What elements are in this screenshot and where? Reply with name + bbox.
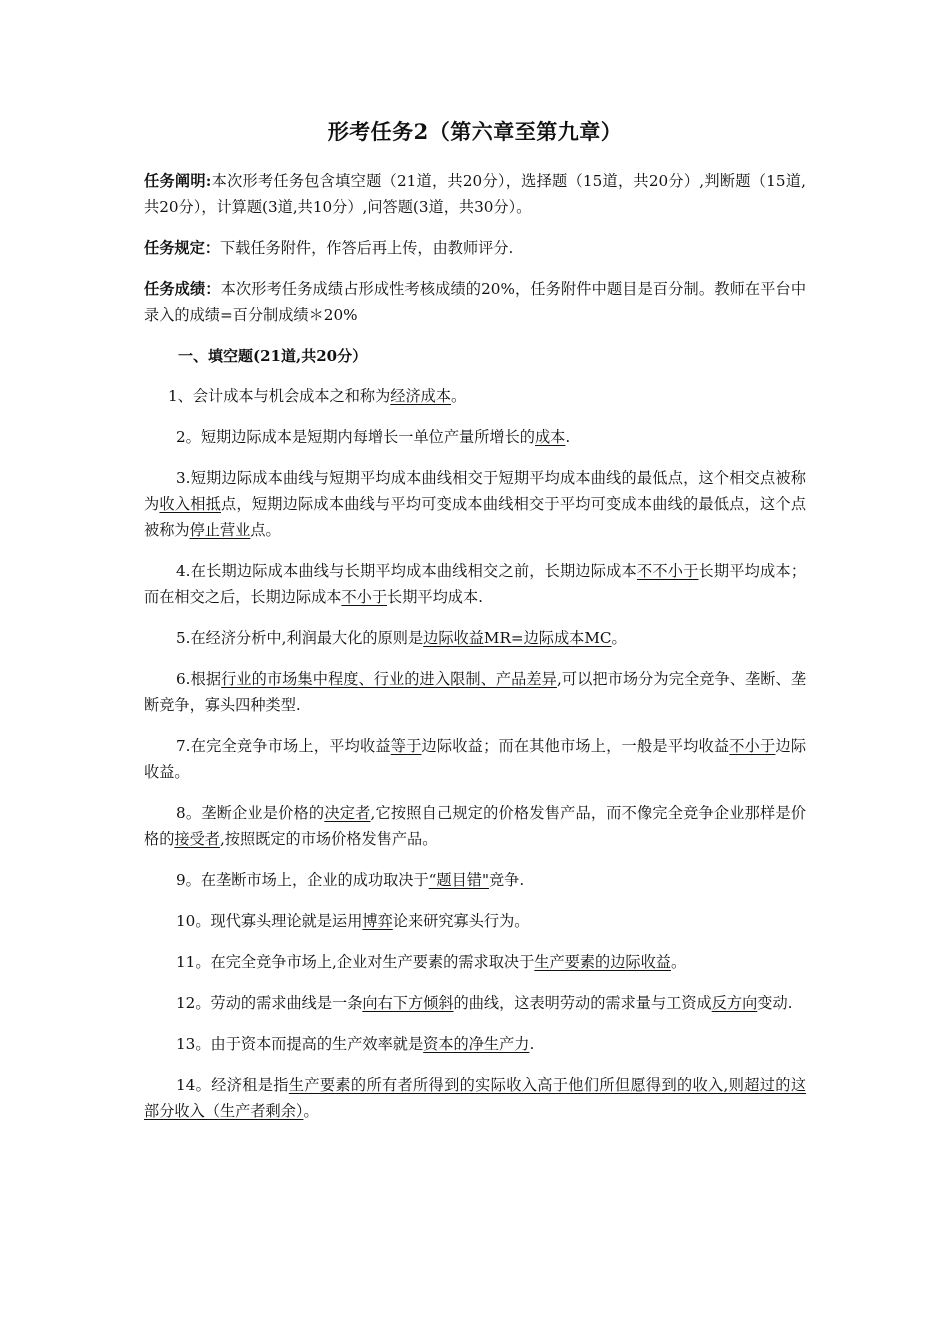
question-text: 边际收益；而在其他市场上，一般是平均收益: [421, 737, 730, 755]
answer-blank: 生产要素的所有者所得到的实际收入高于他们所但愿得到的收入,则超过的这部分收入（生产者剩余）: [144, 1076, 807, 1120]
document-page: [144, 116, 806, 1139]
question-item: [144, 867, 806, 893]
question-text: 的曲线，这表明劳动的需求量与工资成: [453, 994, 712, 1012]
question-item: [144, 949, 806, 975]
answer-blank: 停止营业: [189, 521, 251, 539]
question-text: 4.在长期边际成本曲线与长期平均成本曲线相交之前，长期边际成本: [176, 562, 637, 580]
answer-blank: 成本: [534, 428, 566, 446]
question-text: 点。: [250, 521, 281, 539]
question-text: 。: [303, 1102, 319, 1120]
answer-blank: “题目错": [428, 871, 489, 889]
question-item: [144, 424, 806, 450]
question-text: 。: [451, 387, 467, 405]
question-item: [144, 733, 806, 785]
task-rules-text: 下载任务附件，作答后再上传，由教师评分.: [219, 239, 514, 257]
question-text: 边际收益。: [144, 737, 807, 781]
answer-blank: 不小于: [729, 737, 776, 755]
task-rules-label: 任务规定：: [144, 239, 220, 257]
answer-blank: 不小于: [341, 588, 387, 606]
question-item: [144, 666, 806, 718]
answer-blank: 博弈: [362, 912, 393, 930]
question-text: ,可以把市场分为完全竞争、垄断、垄断竞争，寡头四种类型.: [144, 670, 807, 714]
question-text: .: [529, 1035, 535, 1053]
question-text: 1、会计成本与机会成本之和称为: [168, 387, 391, 405]
answer-blank: 经济成本: [390, 387, 452, 405]
document-title: 形考任务2（第六章至第九章）: [327, 119, 623, 144]
question-item: [144, 558, 806, 610]
question-text: 点，短期边际成本曲线与平均可变成本曲线相交于平均可变成本曲线的最低点，这个点被称为: [144, 495, 807, 539]
question-text: 7.在完全竞争市场上，平均收益: [176, 737, 391, 755]
question-text: 11。在完全竞争市场上,企业对生产要素的需求取决于: [176, 953, 535, 971]
question-text: .: [565, 428, 571, 446]
question-text: 12。劳动的需求曲线是一条: [176, 994, 363, 1012]
question-item: [144, 465, 806, 543]
question-item: [144, 383, 806, 409]
question-text: ,它按照自己规定的价格发售产品，而不像完全竞争企业那样是价格的: [144, 804, 807, 848]
task-description-label: 任务阐明:: [144, 172, 212, 190]
question-text: 长期平均成本；而在相交之后，长期边际成本: [144, 562, 807, 606]
answer-blank: 等于: [390, 737, 422, 755]
question-text: 2。短期边际成本是短期内每增长一单位产量所增长的: [176, 428, 535, 446]
section-heading: 一、填空题(21道,共20分）: [178, 347, 368, 365]
question-text: 14。经济租是指: [176, 1076, 289, 1094]
question-text: 13。由于资本而提高的生产效率就是: [176, 1035, 424, 1053]
task-grading: [144, 276, 806, 328]
answer-blank: 生产要素的边际收益: [534, 953, 671, 971]
question-item: [144, 625, 806, 651]
question-text: 论来研究寡头行为。: [392, 912, 530, 930]
task-description-text: 本次形考任务包含填空题（21道，共20分），选择题（15道，共20分）,判断题（15道,共20分），计算题(3道,共10分）,问答题(3道，共30分）。: [144, 172, 807, 216]
question-item: [144, 990, 806, 1016]
question-text: 9。在垄断市场上，企业的成功取决于: [176, 871, 429, 889]
question-text: 10。现代寡头理论就是运用: [176, 912, 363, 930]
question-text: 。: [611, 629, 627, 647]
answer-blank: 反方向: [711, 994, 758, 1012]
answer-blank: 行业的市场集中程度、行业的进入限制、产品差异: [221, 670, 557, 688]
question-text: 。: [670, 953, 687, 971]
task-rules: [144, 235, 806, 261]
question-item: [144, 800, 806, 852]
task-description: [144, 168, 806, 220]
question-item: [144, 1031, 806, 1057]
question-list: [144, 383, 806, 1124]
answer-blank: 向右下方倾斜: [362, 994, 454, 1012]
answer-blank: 边际收益MR=边际成本MC: [423, 629, 612, 647]
question-text: 变动.: [757, 994, 793, 1012]
question-item: [144, 908, 806, 934]
answer-blank: 资本的净生产力: [423, 1035, 530, 1053]
task-grading-label: 任务成绩：: [144, 280, 221, 298]
question-text: 竞争.: [488, 871, 525, 889]
question-text: 8。垄断企业是价格的: [176, 804, 325, 822]
task-grading-text: 本次形考任务成绩占形成性考核成绩的20%，任务附件中题目是百分制。教师在平台中录入的成绩=百分制成绩＊20%: [144, 280, 807, 324]
answer-blank: 收入相抵: [159, 495, 222, 513]
answer-blank: 决定者: [324, 804, 371, 822]
question-item: [144, 1072, 806, 1124]
answer-blank: 接受者: [174, 830, 220, 848]
question-text: 5.在经济分析中,利润最大化的原则是: [176, 629, 424, 647]
question-text: 3.短期边际成本曲线与短期平均成本曲线相交于短期平均成本曲线的最低点，这个相交点被称为: [144, 469, 806, 513]
answer-blank: 不不小于: [636, 562, 699, 580]
question-text: ,按照既定的市场价格发售产品。: [219, 830, 438, 848]
question-text: 6.根据: [176, 670, 222, 688]
question-text: 长期平均成本.: [387, 588, 483, 606]
